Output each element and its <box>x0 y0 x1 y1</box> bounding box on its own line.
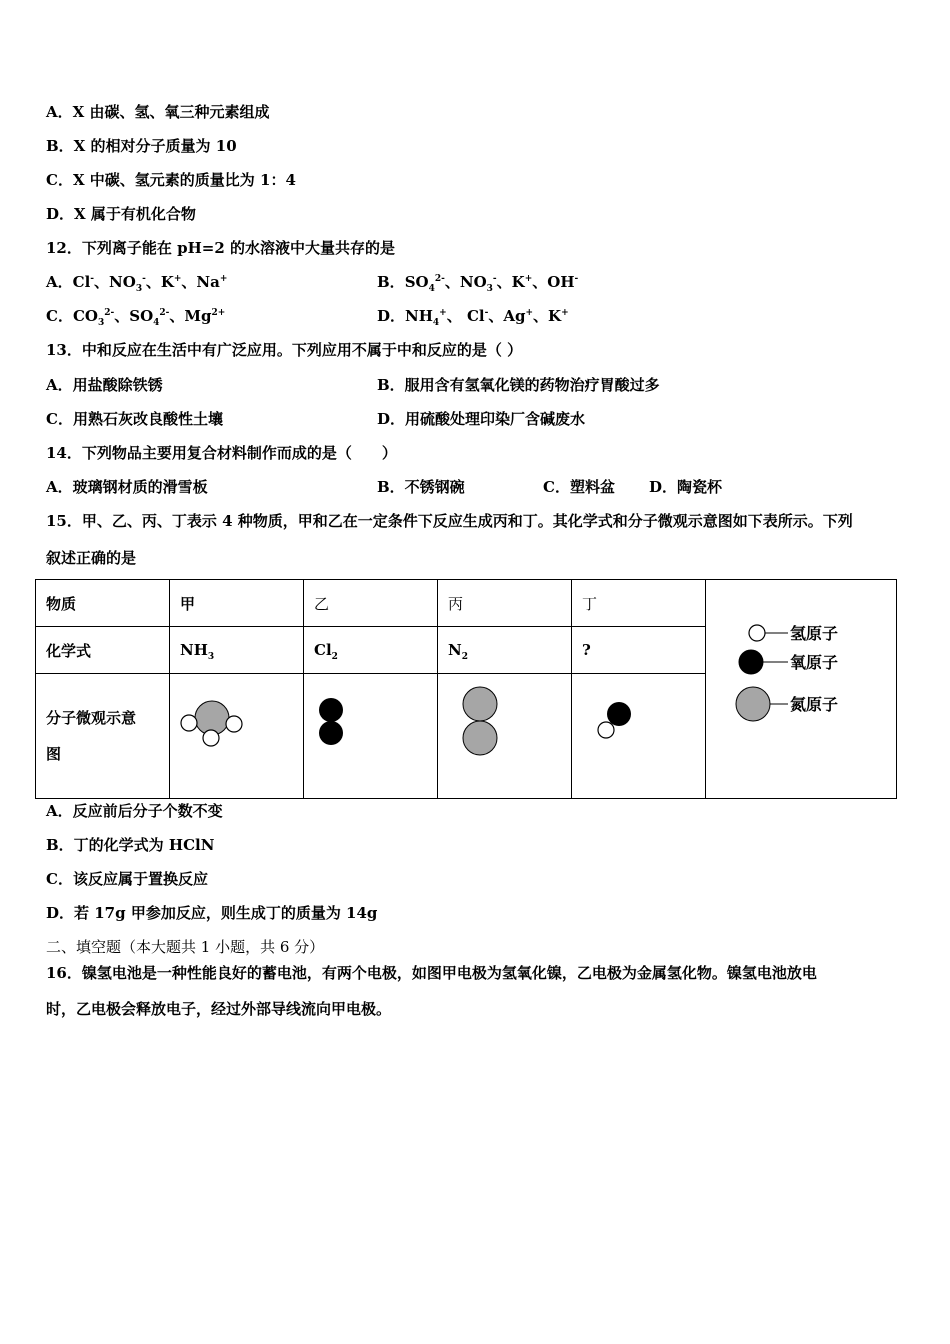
atom-legend <box>706 580 897 799</box>
q11-option-b: B．X 的相对分子质量为 10 <box>46 137 237 155</box>
section2-heading: 二、填空题（本大题共 1 小题，共 6 分） <box>46 938 325 956</box>
q15-option-d: D．若 17g 甲参加反应，则生成丁的质量为 14g <box>46 904 378 922</box>
formula-bing: $N_2$ <box>438 627 572 674</box>
diagram-ding <box>572 674 706 799</box>
q15-option-b: B．丁的化学式为 HClN <box>46 836 215 854</box>
diagram-bing <box>438 674 572 799</box>
hydrogen-atom <box>226 716 242 732</box>
chlorine-molecule-icon <box>304 674 437 794</box>
q11-option-a: A．X 由碳、氢、氧三种元素组成 <box>46 103 270 121</box>
nitrogen-atom <box>463 687 497 721</box>
q16-line2: 时，乙电极会释放电子，经过外部导线流向甲电极。 <box>46 1000 392 1018</box>
q13-stem: 13．中和反应在生活中有广泛应用。下列应用不属于中和反应的是（ ） <box>46 341 523 359</box>
diagram-jia <box>170 674 304 799</box>
hydrogen-atom-icon <box>749 625 765 641</box>
q12-stem: 12．下列离子能在 pH=2 的水溶液中大量共存的是 <box>46 239 395 257</box>
q13-option-d: D．用硫酸处理印染厂含碱废水 <box>377 410 586 428</box>
q15-stem-line1: 15．甲、乙、丙、丁表示 4 种物质，甲和乙在一定条件下反应生成丙和丁。其化学式和分子微观示意图如下表所示。下列 <box>46 512 853 530</box>
q16-line1: 16．镍氢电池是一种性能良好的蓄电池，有两个电极，如图甲电极为氢氧化镍，乙电极为金属氢化物。镍氢电池放电 <box>46 964 817 982</box>
oxygen-atom-icon <box>739 650 763 674</box>
q15-option-c: C．该反应属于置换反应 <box>46 870 208 888</box>
hydrogen-atom <box>203 730 219 746</box>
q14-option-d: D．陶瓷杯 <box>649 478 723 496</box>
ammonia-molecule-icon <box>170 674 303 794</box>
hydrogen-atom <box>181 715 197 731</box>
header-substance: 物质 <box>36 580 170 627</box>
header-diagram <box>36 674 170 799</box>
substance-jia: 甲 <box>170 580 304 627</box>
header-diagram-line2: 图 <box>46 745 62 763</box>
legend-hydrogen-label: 氢原子 <box>790 624 839 643</box>
q13-option-a: A．用盐酸除铁锈 <box>46 376 163 394</box>
q14-option-c: C．塑料盆 <box>543 478 615 496</box>
q12-option-d: D．$NH_4^+$、 Cl-、Ag+、K+ <box>377 307 569 328</box>
formula-ding: ? <box>572 627 706 674</box>
legend-nitrogen-label: 氮原子 <box>790 695 839 714</box>
legend-oxygen <box>739 650 838 674</box>
q12-option-a: A．Cl-、$NO_3^-$、K+、Na+ <box>46 273 228 294</box>
q14-option-b: B．不锈钢碗 <box>377 478 465 496</box>
header-diagram-line1: 分子微观示意 <box>46 709 137 727</box>
q14-option-a: A．玻璃钢材质的滑雪板 <box>46 478 208 496</box>
chlorine-atom <box>607 702 631 726</box>
substance-ding: 丁 <box>572 580 706 627</box>
hydrogen-atom <box>598 722 614 738</box>
q15-option-a: A．反应前后分子个数不变 <box>46 802 223 820</box>
q13-option-b: B．服用含有氢氧化镁的药物治疗胃酸过多 <box>377 376 660 394</box>
q11-option-c: C．X 中碳、氢元素的质量比为 1：4 <box>46 171 296 189</box>
legend-nitrogen <box>736 687 838 721</box>
q13-option-c: C．用熟石灰改良酸性土壤 <box>46 410 223 428</box>
legend-oxygen-label: 氧原子 <box>790 653 839 672</box>
nitrogen-atom-icon <box>736 687 770 721</box>
substance-bing: 丙 <box>438 580 572 627</box>
header-formula: 化学式 <box>36 627 170 674</box>
diagram-yi <box>304 674 438 799</box>
q12-option-b: B．$SO_4^{2-}$、$NO_3^-$、K+、OH- <box>377 273 579 294</box>
molecule-table <box>35 579 897 799</box>
atom-legend-graphic <box>706 580 896 780</box>
q12-option-c: C．$CO_3^{2-}$、$SO_4^{2-}$、$Mg^{2+}$ <box>46 307 226 328</box>
nitrogen-atom <box>463 721 497 755</box>
q11-option-d: D．X 属于有机化合物 <box>46 205 196 223</box>
chlorine-atom <box>319 721 343 745</box>
nitrogen-molecule-icon <box>438 674 571 794</box>
hcl-molecule-icon <box>572 674 705 794</box>
formula-jia: $NH_3$ <box>170 627 304 674</box>
q14-stem: 14．下列物品主要用复合材料制作而成的是（ ） <box>46 444 397 462</box>
substance-yi: 乙 <box>304 580 438 627</box>
q15-stem-line2: 叙述正确的是 <box>46 549 137 567</box>
formula-yi: $Cl_2$ <box>304 627 438 674</box>
chlorine-atom <box>319 698 343 722</box>
legend-hydrogen <box>749 624 838 643</box>
